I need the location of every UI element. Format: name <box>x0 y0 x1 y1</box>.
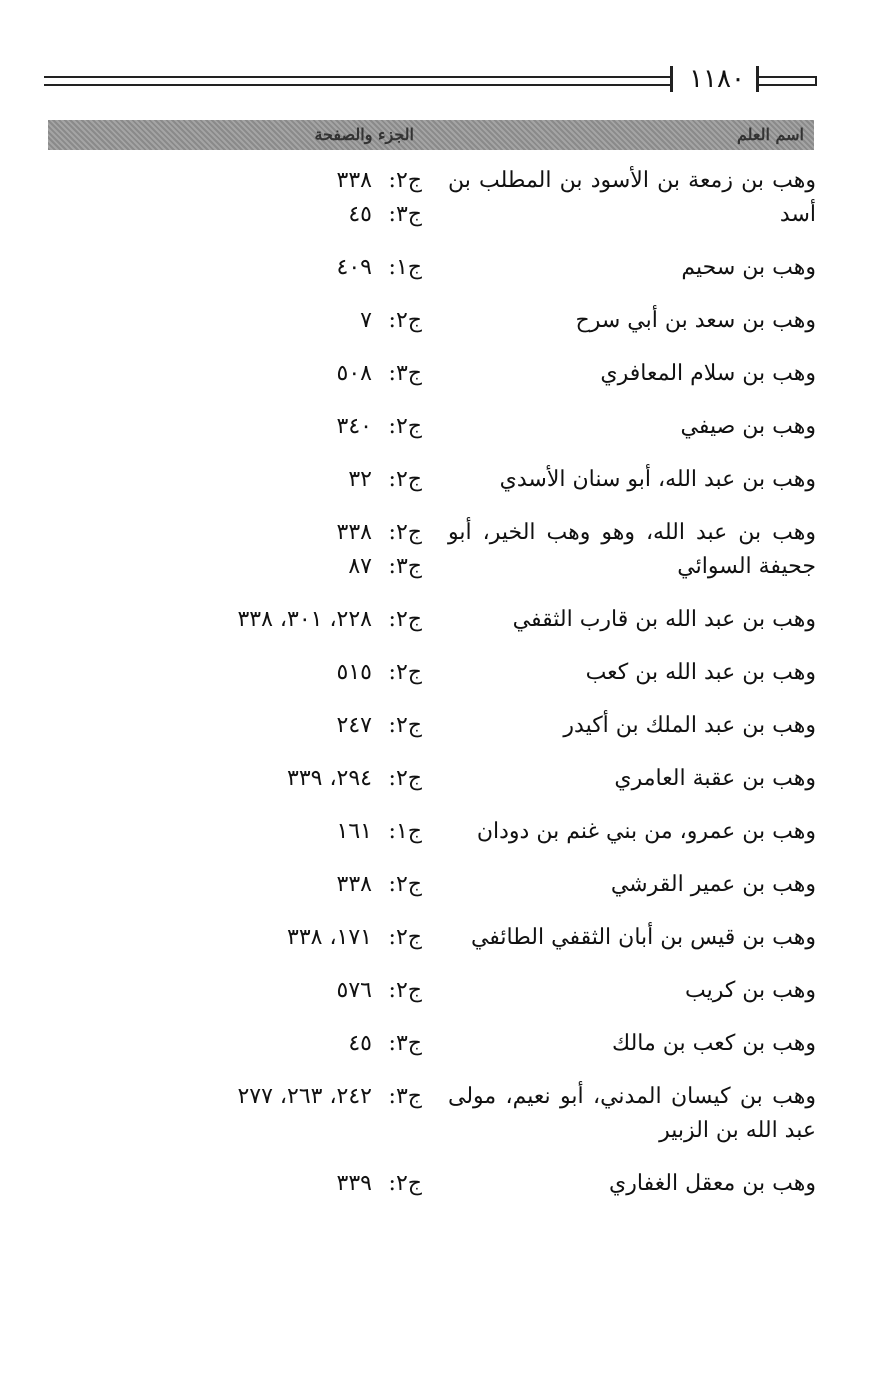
entry-name: وهب بن كريب <box>684 978 816 1003</box>
volume-label: ج٢: <box>388 925 422 950</box>
volume-label: ج٢: <box>388 872 422 897</box>
entry-name: وهب بن عقبة العامري <box>614 766 816 791</box>
volume-label: ج٣: <box>388 202 422 227</box>
volume-label: ج٢: <box>388 607 422 632</box>
index-entry <box>40 410 818 444</box>
volume-label: ج٢: <box>388 467 422 492</box>
entry-reference <box>40 357 422 391</box>
index-entry <box>40 868 818 902</box>
volume-label: ج٢: <box>388 168 422 193</box>
entry-references <box>40 709 448 743</box>
entry-name: وهب بن عبد الله، وهو وهب الخير، أبو جحيفة السوائي <box>448 520 816 579</box>
volume-label: ج٢: <box>388 713 422 738</box>
index-entry <box>40 516 818 584</box>
volume-label: ج١: <box>388 255 422 280</box>
volume-label: ج٣: <box>388 554 422 579</box>
entry-reference <box>40 251 422 285</box>
entry-reference <box>40 410 422 444</box>
page-numbers: ٣٢ <box>348 467 372 492</box>
header-rule-right <box>759 76 817 86</box>
page-numbers: ٣٣٨ <box>336 872 372 897</box>
entry-reference <box>40 603 422 637</box>
entry-reference <box>40 656 422 690</box>
column-header-name: اسم العلم <box>736 125 804 144</box>
entry-references <box>40 304 448 338</box>
entry-reference <box>40 921 422 955</box>
entry-name: وهب بن صيفي <box>680 414 816 439</box>
entry-references <box>40 1027 448 1061</box>
column-header-bar <box>48 120 814 150</box>
page-numbers: ٢٤٢، ٢٦٣، ٢٧٧ <box>237 1084 372 1109</box>
index-entry <box>40 603 818 637</box>
index-entry <box>40 974 818 1008</box>
index-entry <box>40 921 818 955</box>
entry-name: وهب بن سعد بن أبي سرح <box>575 308 816 333</box>
index-entry <box>40 815 818 849</box>
page-numbers: ٥٧٦ <box>336 978 372 1003</box>
page-numbers: ٣٣٩ <box>336 1171 372 1196</box>
entry-name: وهب بن قيس بن أبان الثقفي الطائفي <box>470 925 816 950</box>
page-numbers: ٥٠٨ <box>336 361 372 386</box>
entry-references <box>40 868 448 902</box>
page-numbers: ٣٣٨ <box>336 168 372 193</box>
page-numbers: ١٦١ <box>336 819 372 844</box>
entry-references <box>40 164 448 232</box>
index-entry <box>40 656 818 690</box>
page-numbers: ٥١٥ <box>336 660 372 685</box>
entry-reference <box>40 1167 422 1201</box>
entry-reference <box>40 815 422 849</box>
page-number: ١١٨٠ <box>689 64 745 94</box>
entry-reference <box>40 709 422 743</box>
header-rule-left-cap <box>670 66 673 92</box>
entry-name: وهب بن عمرو، من بني غنم بن دودان <box>476 819 816 844</box>
volume-label: ج٢: <box>388 660 422 685</box>
entry-references <box>40 762 448 796</box>
entry-reference <box>40 304 422 338</box>
page-numbers: ٤٥ <box>348 202 372 227</box>
volume-label: ج٢: <box>388 414 422 439</box>
entry-name: وهب بن عمير القرشي <box>610 872 816 897</box>
entry-references <box>40 463 448 497</box>
entry-references <box>40 656 448 690</box>
entry-reference <box>40 550 422 584</box>
entry-references <box>40 410 448 444</box>
entry-references <box>40 357 448 391</box>
volume-label: ج٣: <box>388 361 422 386</box>
index-entry <box>40 1167 818 1201</box>
entry-name: وهب بن عبد الله بن كعب <box>585 660 816 685</box>
entry-reference <box>40 868 422 902</box>
entry-references <box>40 251 448 285</box>
entry-references <box>40 516 448 584</box>
entry-references <box>40 974 448 1008</box>
entry-reference <box>40 463 422 497</box>
volume-label: ج٢: <box>388 1171 422 1196</box>
volume-label: ج٣: <box>388 1031 422 1056</box>
entry-reference <box>40 516 422 550</box>
page-numbers: ٣٤٠ <box>336 414 372 439</box>
entry-reference <box>40 1080 422 1114</box>
index-entry <box>40 1080 818 1148</box>
index-entries <box>40 164 818 1220</box>
entry-name: وهب بن زمعة بن الأسود بن المطلب بن أسد <box>448 168 816 227</box>
entry-name: وهب بن كيسان المدني، أبو نعيم، مولى عبد الله بن الزبير <box>448 1084 816 1143</box>
entry-references <box>40 815 448 849</box>
entry-name: وهب بن عبد الله، أبو سنان الأسدي <box>499 467 816 492</box>
entry-name: وهب بن معقل الغفاري <box>609 1171 816 1196</box>
volume-label: ج٢: <box>388 308 422 333</box>
entry-references <box>40 1167 448 1201</box>
page-header <box>44 62 816 102</box>
page-numbers: ٢٩٤، ٣٣٩ <box>287 766 372 791</box>
page-numbers: ٨٧ <box>348 554 372 579</box>
page-numbers: ١٧١، ٣٣٨ <box>287 925 372 950</box>
entry-references <box>40 921 448 955</box>
entry-name: وهب بن سلام المعافري <box>600 361 816 386</box>
index-entry <box>40 463 818 497</box>
index-entry <box>40 1027 818 1061</box>
page-numbers: ٢٢٨، ٣٠١، ٣٣٨ <box>237 607 372 632</box>
entry-reference <box>40 762 422 796</box>
entry-reference <box>40 974 422 1008</box>
index-entry <box>40 709 818 743</box>
volume-label: ج٣: <box>388 1084 422 1109</box>
entry-references <box>40 603 448 637</box>
entry-reference <box>40 164 422 198</box>
index-entry <box>40 762 818 796</box>
page-numbers: ٧ <box>360 308 372 333</box>
index-entry <box>40 357 818 391</box>
entry-name: وهب بن عبد الله بن قارب الثقفي <box>512 607 816 632</box>
index-entry <box>40 164 818 232</box>
volume-label: ج١: <box>388 819 422 844</box>
index-entry <box>40 251 818 285</box>
entry-reference <box>40 1027 422 1061</box>
page-numbers: ٣٣٨ <box>336 520 372 545</box>
entry-name: وهب بن عبد الملك بن أكيدر <box>563 713 816 738</box>
entry-name: وهب بن سحيم <box>681 255 816 280</box>
column-header-ref: الجزء والصفحة <box>314 125 414 144</box>
header-rule-left <box>44 76 672 86</box>
entry-name: وهب بن كعب بن مالك <box>612 1031 816 1056</box>
volume-label: ج٢: <box>388 520 422 545</box>
page-numbers: ٤٥ <box>348 1031 372 1056</box>
entry-reference <box>40 198 422 232</box>
volume-label: ج٢: <box>388 766 422 791</box>
volume-label: ج٢: <box>388 978 422 1003</box>
entry-references <box>40 1080 448 1114</box>
index-entry <box>40 304 818 338</box>
page-numbers: ٤٠٩ <box>336 255 372 280</box>
page-numbers: ٢٤٧ <box>336 713 372 738</box>
